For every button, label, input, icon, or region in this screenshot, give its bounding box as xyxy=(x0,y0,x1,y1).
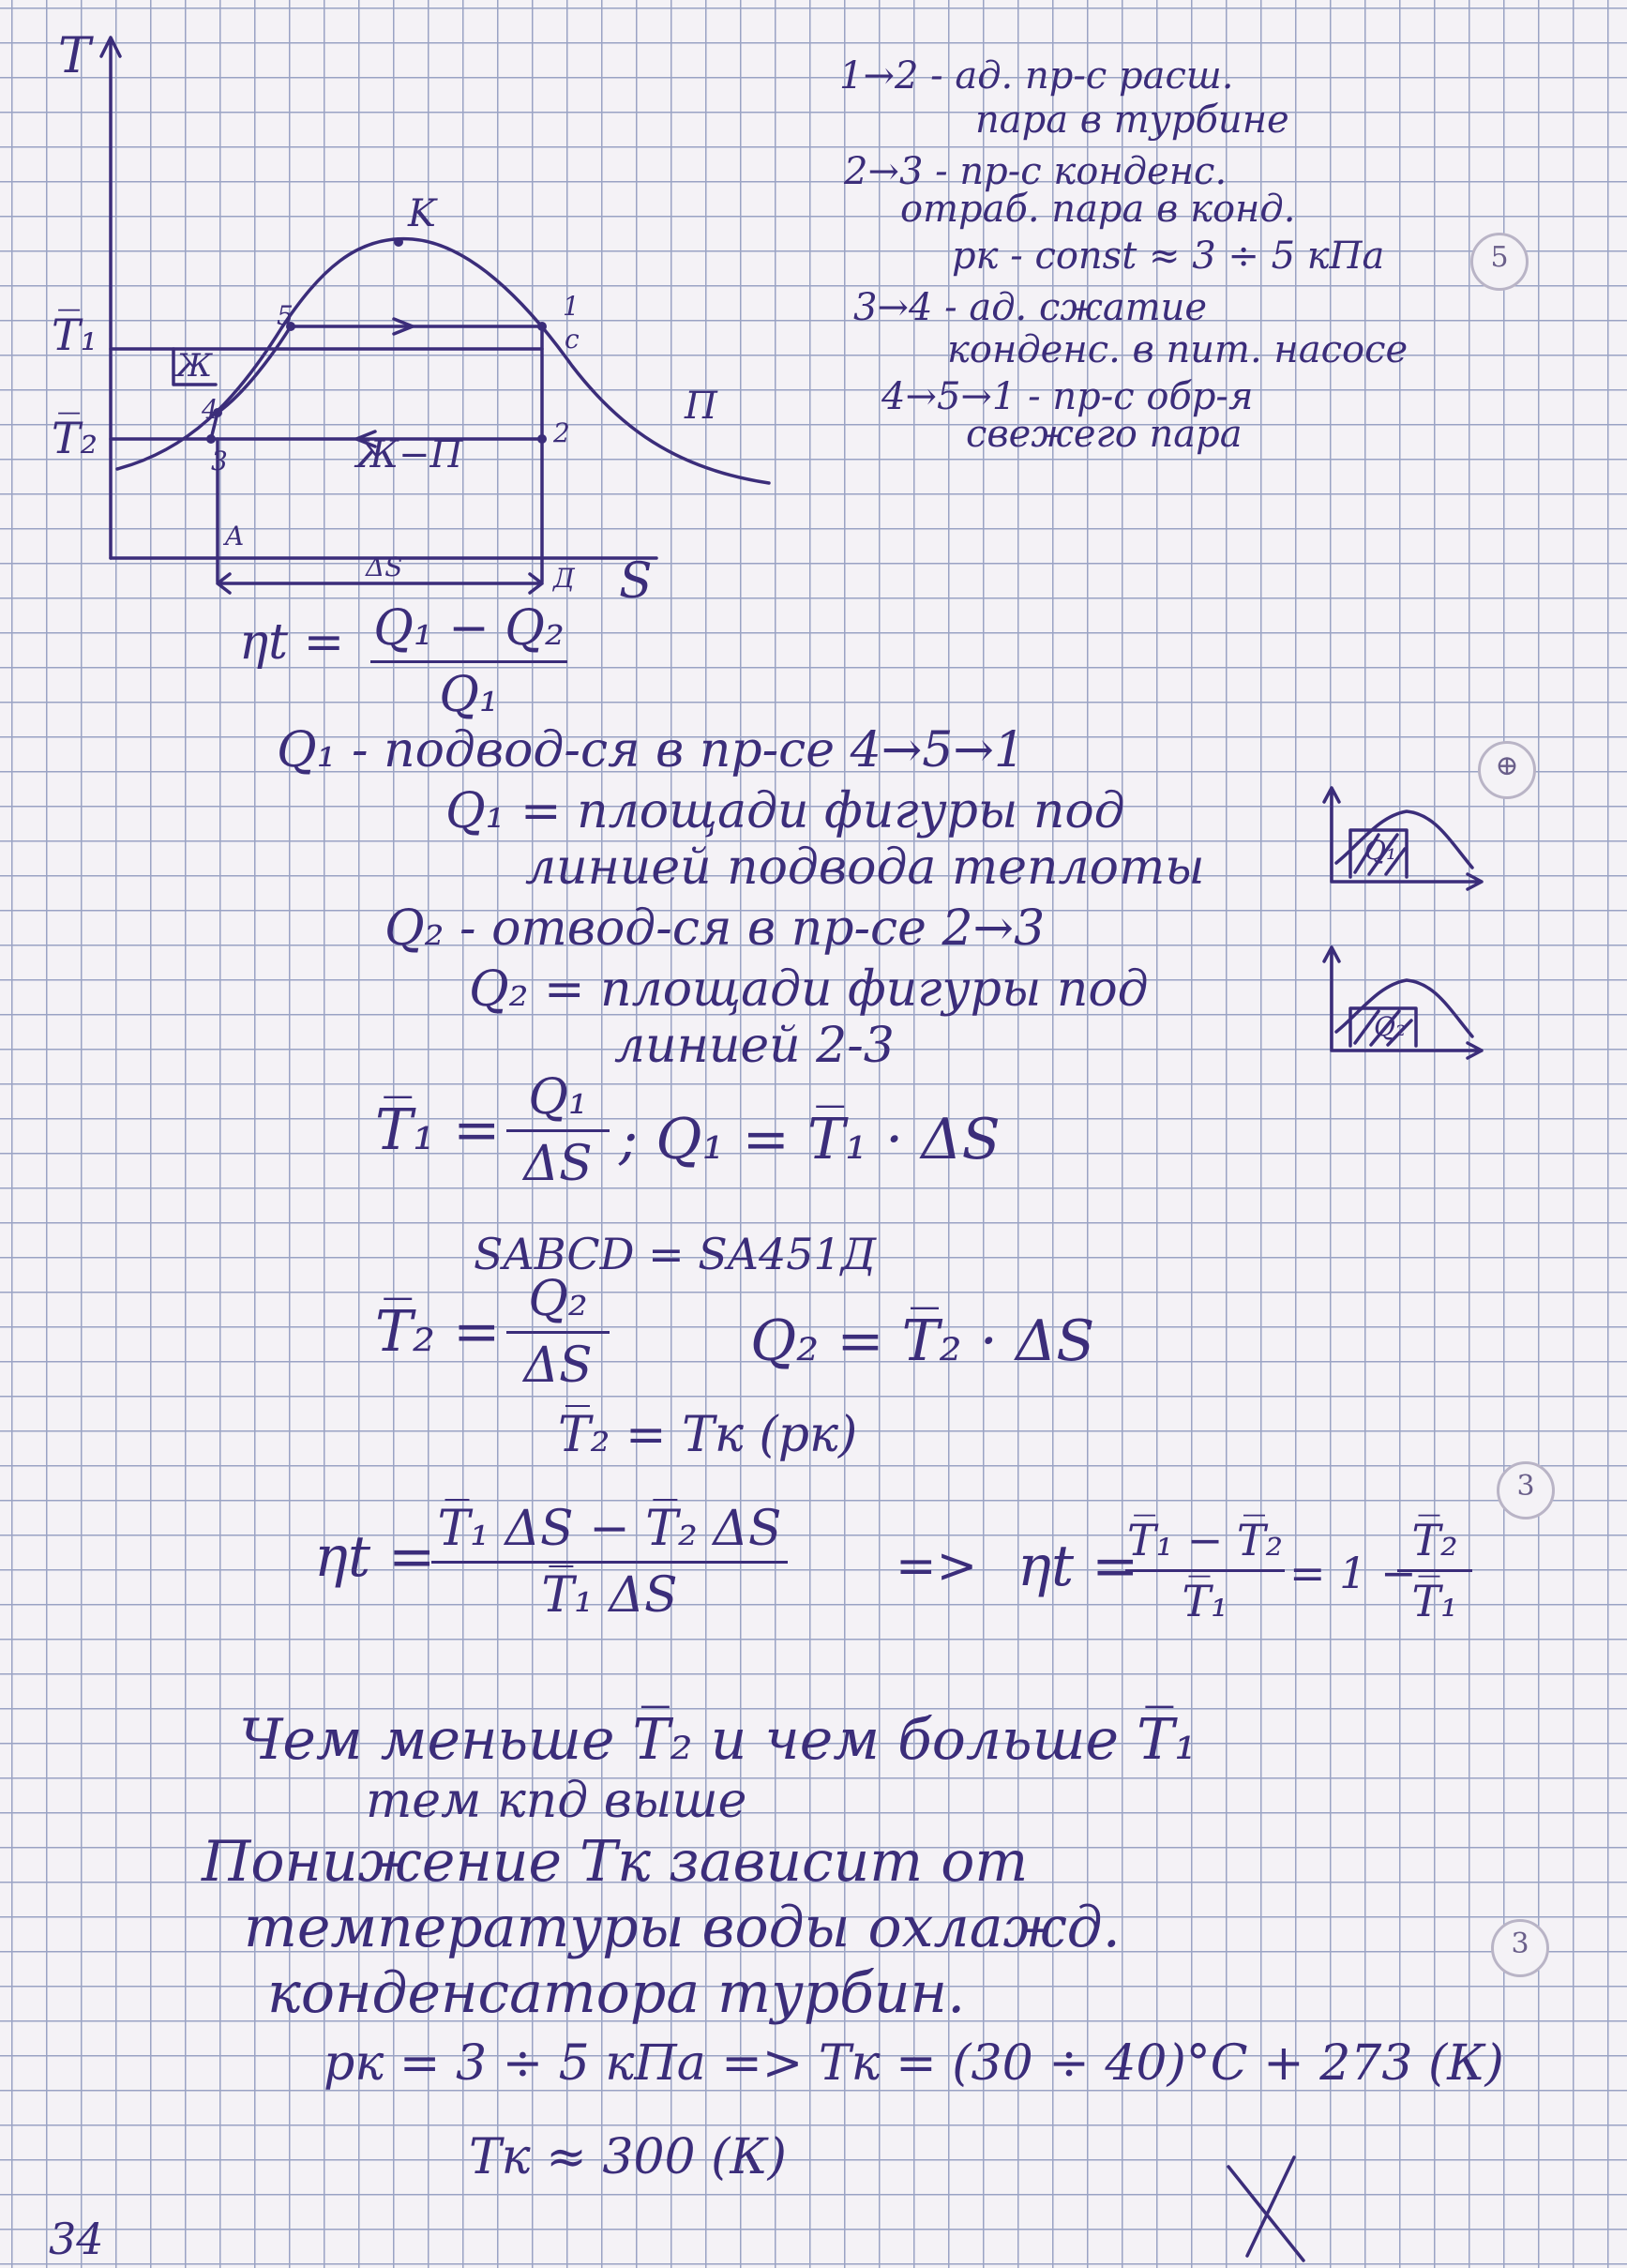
axis-s-label: S xyxy=(619,553,653,610)
legend-line-7: конденс. в пит. насосе xyxy=(947,328,1409,371)
eta-denominator: Q₁ xyxy=(439,667,499,723)
point-2-label: 2 xyxy=(553,417,570,448)
point-1-dot xyxy=(537,322,547,331)
sketch1-q-label: Q₁ xyxy=(1364,835,1397,866)
axis-t-label: T xyxy=(58,28,91,84)
sketch1-dome xyxy=(1336,811,1472,868)
t2-formula-lhs: T̅₂ = xyxy=(375,1299,501,1365)
t1-formula-rhs: ; Q₁ = T̅₁ · ΔS xyxy=(619,1107,1001,1172)
point-3-dot xyxy=(206,434,216,444)
punch-hole-mark: 3 xyxy=(1516,1470,1535,1503)
punch-hole-mark: ⊕ xyxy=(1495,749,1519,782)
t2-denominator: ΔS xyxy=(523,1338,593,1394)
region-liquid-label: Ж xyxy=(176,347,213,385)
punch-hole-mark: 5 xyxy=(1490,241,1509,274)
region-vapor-label: П xyxy=(685,385,717,428)
sketch1-axes xyxy=(1324,788,1482,889)
eta2-mid: = 1 − xyxy=(1289,1548,1417,1598)
eta2-numerator: T̅₁ ΔS − T̅₂ ΔS xyxy=(437,1501,782,1557)
t1-denominator: ΔS xyxy=(523,1136,593,1192)
legend-line-9: свежего пара xyxy=(966,413,1243,456)
eta2-denominator-2: T̅₁ xyxy=(1182,1576,1228,1626)
t1-formula-lhs: T̅₁ = xyxy=(375,1097,501,1163)
eta2-fraction-2 xyxy=(1125,1515,1285,1626)
fraction-bar xyxy=(506,1129,610,1132)
t1-numerator: Q₁ xyxy=(528,1069,588,1126)
point-d-label: Д xyxy=(553,563,575,594)
q2-line-3: линией 2-3 xyxy=(614,1018,895,1074)
point-a-label: A xyxy=(225,521,245,552)
eta2-fraction xyxy=(431,1501,788,1624)
t2-equals-tk: T̅₂ = Tк (pк) xyxy=(558,1407,858,1463)
t1-label: T̅₁ xyxy=(52,310,98,360)
eta2-denominator: T̅₁ ΔS xyxy=(541,1567,678,1624)
fraction-bar xyxy=(431,1561,788,1564)
q2-line-1: Q₂ - отвод-ся в пр-се 2→3 xyxy=(384,900,1046,957)
legend-line-6: 3→4 - ад. сжатие xyxy=(853,286,1208,329)
point-2-dot xyxy=(537,434,547,444)
point-3-label: 3 xyxy=(211,446,228,476)
sketch2-q-label: Q₂ xyxy=(1374,1011,1407,1042)
cycle-line-3-4-5 xyxy=(211,326,291,439)
conclusion-line-3: Понижение Tк зависит от xyxy=(202,1829,1029,1895)
legend-line-5: pк - const ≈ 3 ÷ 5 кПа xyxy=(952,234,1385,278)
conclusion-line-7: Tк ≈ 300 (К) xyxy=(469,2129,787,2185)
fraction-bar xyxy=(1397,1569,1472,1572)
eta2-denominator-3: T̅₁ xyxy=(1411,1576,1458,1626)
eta2-numerator-2: T̅₁ − T̅₂ xyxy=(1126,1515,1284,1565)
eta-numerator: Q₁ − Q₂ xyxy=(373,600,565,657)
t2-label: T̅₂ xyxy=(52,413,98,463)
eta-fraction xyxy=(370,600,567,723)
point-c-label: c xyxy=(565,324,580,355)
point-1-label: 1 xyxy=(563,291,580,322)
legend-line-1: 1→2 - ад. пр-с расш. xyxy=(839,54,1234,98)
fraction-bar xyxy=(506,1331,610,1334)
point-4-label: 4 xyxy=(202,394,218,425)
q2-line-2: Q₂ = площади фигуры под xyxy=(469,961,1149,1018)
t2-fraction xyxy=(506,1271,610,1394)
conclusion-line-6: pк = 3 ÷ 5 кПа => Tк = (30 ÷ 40)°C + 273 (К) xyxy=(324,2035,1504,2092)
legend-line-4: отраб. пара в конд. xyxy=(900,188,1296,231)
conclusion-line-2: тем кпд выше xyxy=(366,1773,747,1829)
t-axis xyxy=(101,38,120,558)
area-equality: SABCD = SA451Д xyxy=(474,1229,877,1279)
eta-lhs: ηt = xyxy=(239,614,345,671)
eta2-lhs: ηt = xyxy=(314,1524,436,1590)
t2-numerator: Q₂ xyxy=(528,1271,588,1327)
legend-line-2: пара в турбине xyxy=(975,98,1289,142)
page-number: 34 xyxy=(49,2214,104,2264)
legend-line-8: 4→5→1 - пр-с обр-я xyxy=(881,375,1254,418)
point-k-dot xyxy=(394,237,403,247)
region-mixed-label: Ж−П xyxy=(356,433,463,476)
fraction-bar xyxy=(1125,1569,1285,1572)
t2-formula-rhs: Q₂ = T̅₂ · ΔS xyxy=(750,1308,1095,1374)
fraction-bar xyxy=(370,660,567,663)
conclusion-line-1: Чем меньше T̅₂ и чем больше T̅₁ xyxy=(239,1707,1198,1773)
conclusion-line-4: температуры воды охлажд. xyxy=(244,1895,1121,1960)
delta-s-label: ΔS xyxy=(366,552,403,582)
eta2-fraction-3 xyxy=(1397,1515,1472,1626)
t1-fraction xyxy=(506,1069,610,1192)
eta2-implies: => xyxy=(896,1538,978,1595)
cross-mark xyxy=(1228,2157,1303,2260)
legend-line-3: 2→3 - пр-с конденс. xyxy=(844,150,1228,193)
point-5-label: 5 xyxy=(277,300,294,331)
q1-line-1: Q₁ - подвод-ся в пр-се 4→5→1 xyxy=(277,722,1026,779)
punch-hole-mark: 3 xyxy=(1511,1928,1529,1960)
q1-line-2: Q₁ = площади фигуры под xyxy=(445,783,1125,839)
q1-line-3: линией подвода теплоты xyxy=(525,839,1205,896)
eta2-numerator-3: T̅₂ xyxy=(1411,1515,1458,1565)
eta2-lhs-2: ηt = xyxy=(1017,1534,1139,1599)
point-k-label: K xyxy=(408,192,436,235)
conclusion-line-5: конденсатора турбин. xyxy=(267,1960,966,2026)
